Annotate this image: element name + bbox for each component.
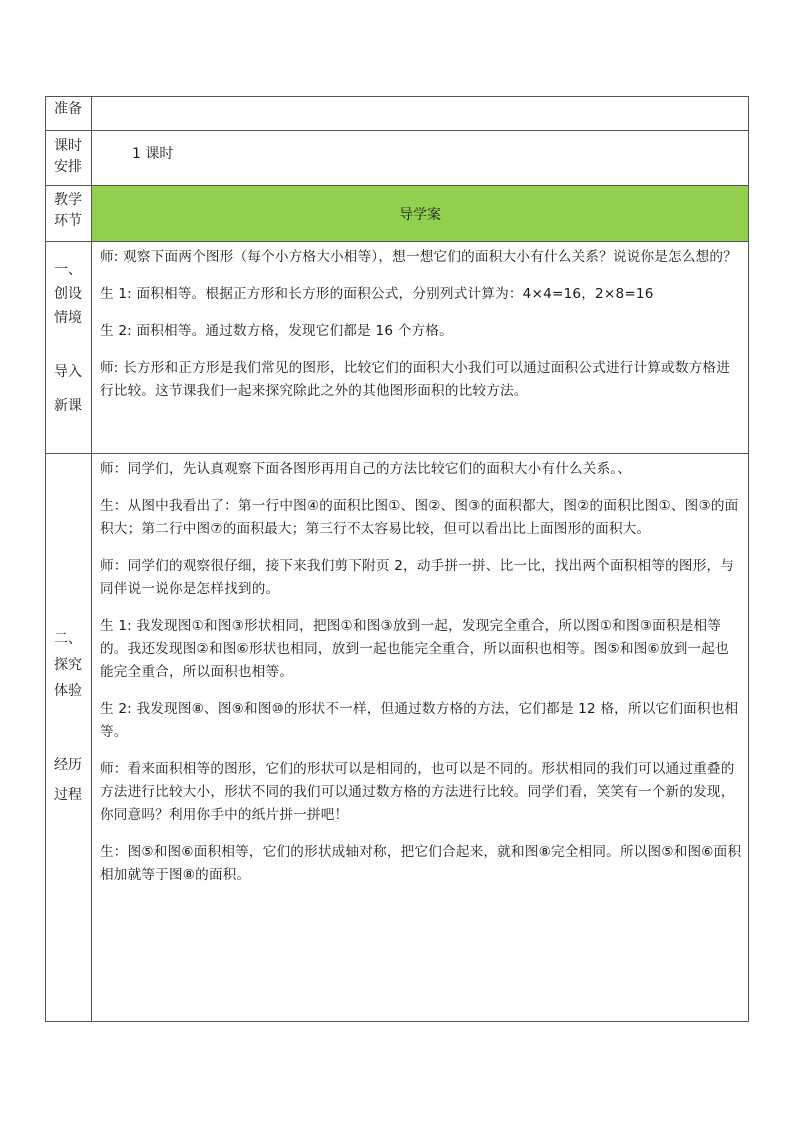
period-label-cell [46,131,92,186]
prep-row [46,97,749,131]
section2-label-line: 体验 [54,683,82,699]
dialogue-paragraph: 生 1: 我发现图①和图③形状相同，把图①和图③放到一起，发现完全重合，所以图①和图③面积是相等的。我还发现图②和图⑥形状也相同，放到一起也能完全重合，所以面积也相等。图⑤和图⑥放到一起也能完全重合，所以面积也相等。 [100,618,729,680]
section2-label-line: 二、 [54,631,82,647]
section1-label-cell [46,242,92,454]
prep-label-cell [46,97,92,131]
section1-label-line: 创设 [54,286,82,302]
prep-value-cell [92,97,749,131]
stage-label-cell [46,186,92,242]
stage-label-line2: 环节 [54,213,82,229]
dialogue-paragraph: 师：看来面积相等的图形，它们的形状可以是相同的，也可以是不同的。形状相同的我们可以通过重叠的方法进行比较大小，形状不同的我们可以通过数方格的方法进行比较。同学们看，笑笑有一个新的发现，你同意吗？利用你手中的纸片拼一拼吧！ [100,761,735,823]
section1-label-line: 一、 [54,262,82,278]
lesson-plan-table [45,96,749,1022]
stage-label-line1: 教学 [54,192,82,208]
period-row [46,131,749,186]
section1-label-line: 情境 [54,310,82,326]
dialogue-paragraph: 生：从图中我看出了：第一行中图④的面积比图①、图②、图③的面积都大，图②的面积比图①、图③的面积大；第二行中图⑦的面积最大；第三行不太容易比较，但可以看出比上面图形的面积大。 [100,498,739,537]
section2-label-cell [46,454,92,1022]
section1-row [46,242,749,454]
dialogue-paragraph: 生 2: 我发现图⑧、图⑨和图⑩的形状不一样，但通过数方格的方法，它们都是 12 格，所以它们面积也相等。 [100,701,739,740]
period-value: 1 课时 [132,146,174,162]
section1-label-line: 导入 [54,364,82,380]
dialogue-paragraph: 生 2: 面积相等。通过数方格，发现它们都是 16 个方格。 [100,323,453,339]
section2-label-spacer [46,704,91,752]
section2-label-line: 过程 [54,787,82,803]
dialogue-paragraph: 师：同学们的观察很仔细，接下来我们剪下附页 2，动手拼一拼、比一比，找出两个面积相等的图形，与同伴说一说你是怎样找到的。 [100,558,735,597]
dialogue-paragraph: 生 1: 面积相等。根据正方形和长方形的面积公式，分别列式计算为：4×4=16，2×8=16 [100,286,654,302]
dialogue-paragraph: 生：图⑤和图⑥面积相等，它们的形状成轴对称，把它们合起来，就和图⑧完全相同。所以图⑤和图⑥面积相加就等于图⑧的面积。 [100,844,742,883]
section2-label-line: 经历 [54,757,82,773]
dialogue-paragraph: 师: 观察下面两个图形（每个小方格大小相等），想一想它们的面积大小有什么关系？说说你是怎么想的？ [100,249,738,265]
section2-row [46,454,749,1022]
section1-label-spacer [46,330,91,354]
dialogue-paragraph: 师：同学们，先认真观察下面各图形再用自己的方法比较它们的面积大小有什么关系。、 [100,461,632,477]
prep-label: 准备 [54,101,82,117]
header-row [46,186,749,242]
period-label-line2: 安排 [54,159,82,175]
section2-content [92,454,749,1022]
guide-title: 导学案 [92,186,749,242]
section1-content [92,242,749,454]
period-value-cell [92,131,749,186]
section2-label-line: 探究 [54,657,82,673]
period-label-line1: 课时 [54,138,82,154]
dialogue-paragraph: 师: 长方形和正方形是我们常见的图形，比较它们的面积大小我们可以通过面积公式进行计算或数方格进行比较。这节课我们一起来探究除此之外的其他图形面积的比较方法。 [100,360,731,399]
section1-label-line: 新课 [54,398,82,414]
